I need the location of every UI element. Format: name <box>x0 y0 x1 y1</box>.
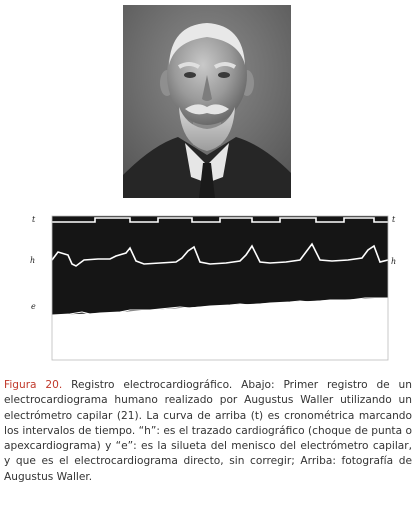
ecg-recording <box>30 206 400 364</box>
augustus-waller-portrait <box>123 5 291 198</box>
trace-label-t-left: t <box>32 215 36 224</box>
trace-label-h-left: h <box>30 256 36 265</box>
trace-label-t-right: t <box>392 215 396 224</box>
trace-label-e-left: e <box>31 302 36 311</box>
figure-caption-text: Registro electrocardiográfico. Abajo: Primer registro de un electrocardiograma humano realizado por Augustus Waller utilizando un electrómetro capilar (21). La curva de arriba (t) es cronométrica marcando los intervalos de tiempo. “h”: es el trazado cardiográfico (choque de punta o apexcardiograma) y “e”: es la silueta del menisco del electrómetro capilar, y que es el electrocardiograma directo, sin corregir; Arriba: fotografía de Augustus Waller. <box>4 379 412 483</box>
figure-label: Figura 20. <box>4 379 63 391</box>
trace-label-h-right: h <box>391 257 397 266</box>
figure-caption <box>4 378 412 485</box>
